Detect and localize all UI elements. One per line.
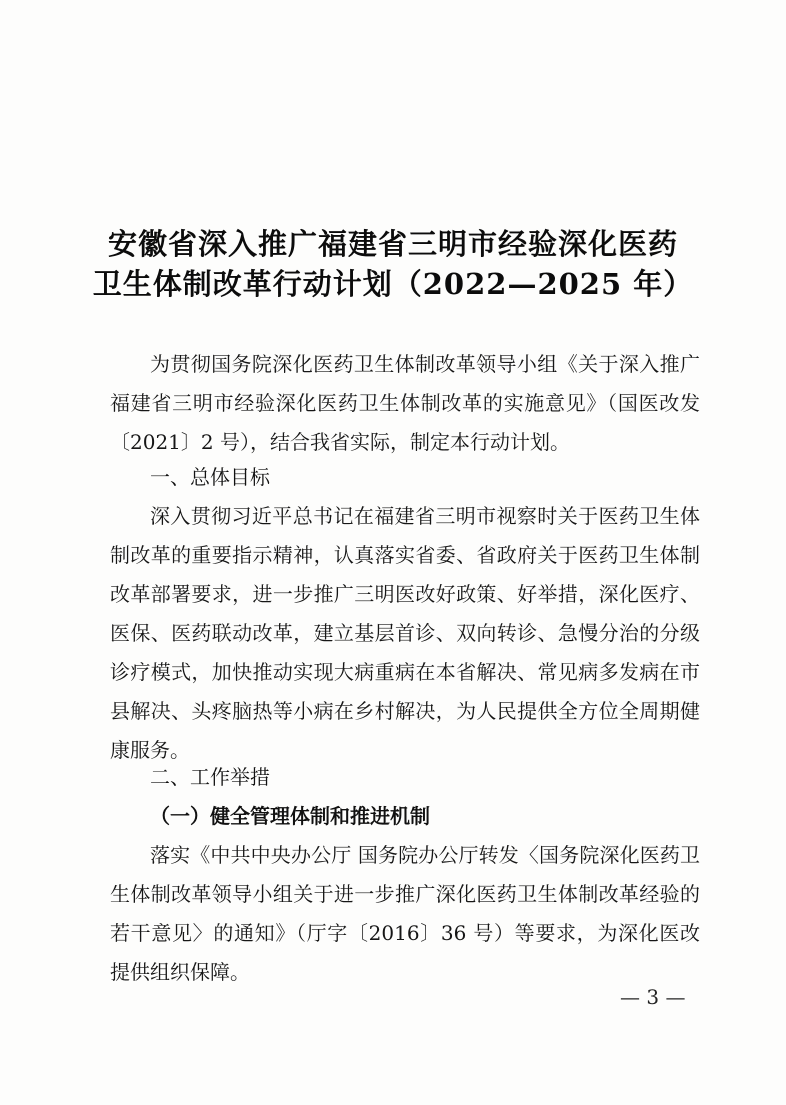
section-heading-overall-goal: 一、总体目标 bbox=[150, 465, 270, 489]
document-title-line-1: 安徽省深入推广福建省三明市经验深化医药 bbox=[107, 227, 678, 261]
section-heading-work-measures: 二、工作举措 bbox=[150, 765, 270, 789]
subsection-heading-management-system: （一）健全管理体制和推进机制 bbox=[150, 804, 430, 828]
management-system-paragraph: 落实《中共中央办公厅 国务院办公厅转发〈国务院深化医药卫生体制改革领导小组关于进一步推广深化医药卫生体制改革经验的若干意见〉的通知》（厅字〔2016〕36 号）等要求，为深化医改提供组织保障。 bbox=[110, 843, 700, 984]
overall-goal-paragraph: 深入贯彻习近平总书记在福建省三明市视察时关于医药卫生体制改革的重要指示精神，认真落实省委、省政府关于医药卫生体制改革部署要求，进一步推广三明医改好政策、好举措，深化医疗、医保、医药联动改革，建立基层首诊、双向转诊、急慢分治的分级诊疗模式，加快推动实现大病重病在本省解决、常见病多发病在市县解决、头疼脑热等小病在乡村解决，为人民提供全方位全周期健康服务。 bbox=[110, 504, 700, 762]
intro-paragraph: 为贯彻国务院深化医药卫生体制改革领导小组《关于深入推广福建省三明市经验深化医药卫生体制改革的实施意见》（国医改发〔2021〕2 号），结合我省实际，制定本行动计划。 bbox=[110, 352, 700, 454]
page-number: — 3 — bbox=[620, 985, 686, 1009]
document-title-line-2: 卫生体制改革行动计划（2022—2025 年） bbox=[92, 267, 694, 301]
